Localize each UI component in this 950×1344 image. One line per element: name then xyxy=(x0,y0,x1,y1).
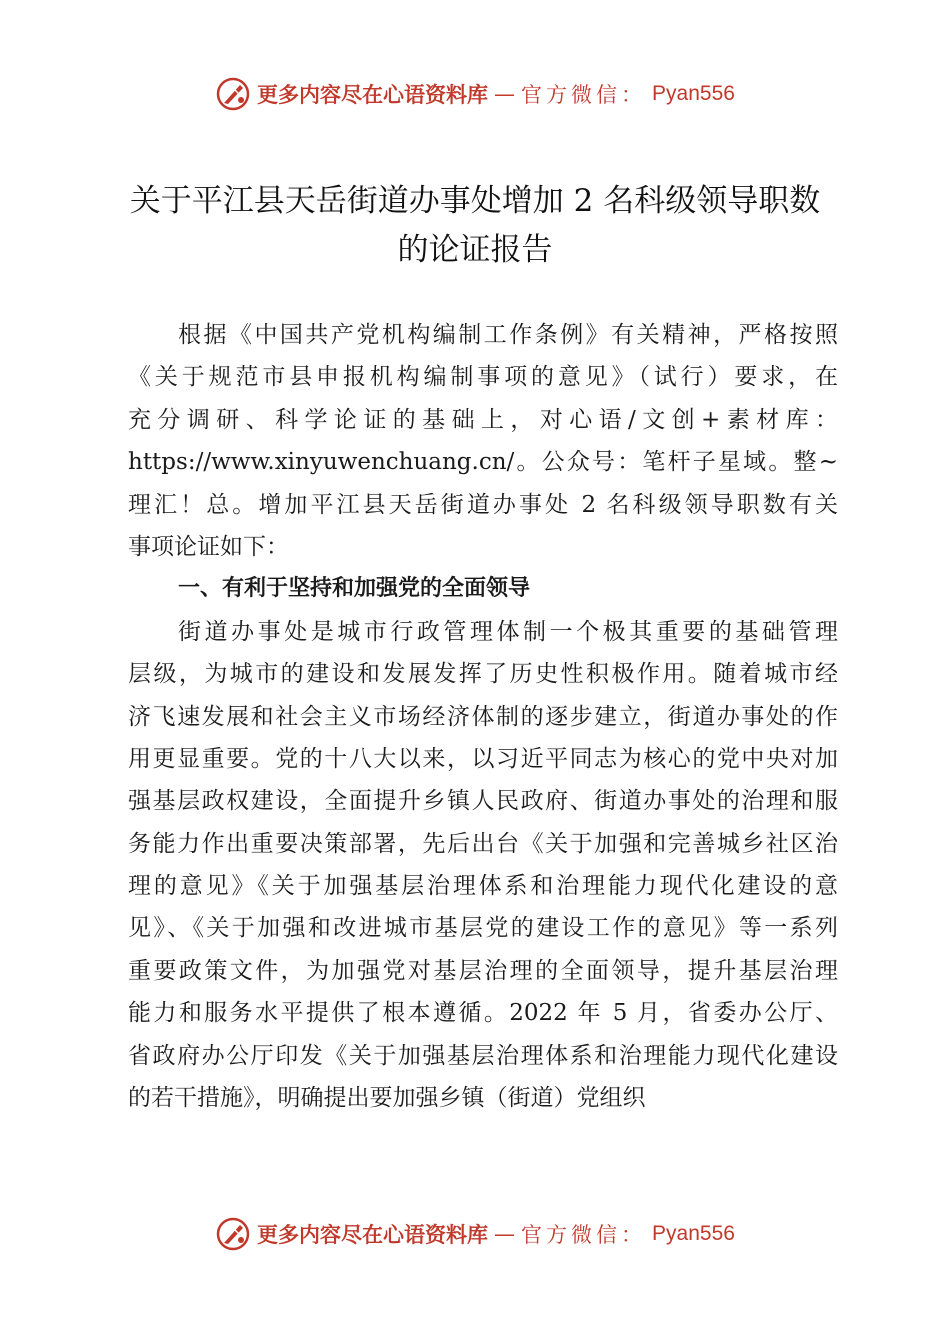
footer-watermark xyxy=(0,1212,950,1256)
paragraph-line: 理的意见》《关于加强基层治理体系和治理能力现代化建设的意 xyxy=(128,873,838,900)
paragraph-line: 省政府办公厅印发《关于加强基层治理体系和治理能力现代化建设 xyxy=(128,1042,838,1069)
watermark-main-text: 更多内容尽在心语资料库 xyxy=(257,82,489,107)
paragraph-line: 务能力作出重要决策部署，先后出台《关于加强和完善城乡社区治 xyxy=(128,830,838,857)
section-heading: 一、有利于坚持和加强党的全面领导 xyxy=(178,576,531,602)
document-title xyxy=(80,177,870,275)
title-line: 关于平江县天岳街道办事处增加 2 名科级领导职数 xyxy=(129,183,821,219)
watermark-separator: — xyxy=(494,1222,516,1246)
watermark-label: 官方微信： xyxy=(521,1223,647,1247)
paragraph-line: 能力和服务水平提供了根本遵循。2022 年 5 月，省委办公厅、 xyxy=(128,1000,838,1027)
paragraph-line: https://www.xinyuwenchuang.cn/。公众号：笔杆子星域。整~ xyxy=(128,449,838,476)
title-line: 的论证报告 xyxy=(397,232,553,268)
paragraph-line: 济飞速发展和社会主义市场经济体制的逐步建立，街道办事处的作 xyxy=(128,703,838,730)
watermark-wechat-id: Pyan556 xyxy=(652,82,735,105)
header-watermark xyxy=(0,72,950,116)
document-body xyxy=(128,314,838,1119)
quill-logo-icon xyxy=(215,76,251,112)
watermark-label: 官方微信： xyxy=(521,83,647,107)
paragraph-line: 事项论证如下： xyxy=(128,533,289,560)
paragraph-line: 见》、《关于加强和改进城市基层党的建设工作的意见》等一系列 xyxy=(128,915,838,942)
paragraph-line: 充分调研、科学论证的基础上，对心语/文创+素材库： xyxy=(128,406,838,433)
quill-logo-icon xyxy=(215,1216,251,1252)
paragraph-line: 理汇！总。增加平江县天岳街道办事处 2 名科级领导职数有关 xyxy=(128,491,838,518)
watermark-main-text: 更多内容尽在心语资料库 xyxy=(257,1222,489,1247)
paragraph-line: 根据《中国共产党机构编制工作条例》有关精神，严格按照 xyxy=(178,322,838,348)
paragraph-line: 重要政策文件，为加强党对基层治理的全面领导，提升基层治理 xyxy=(128,957,838,984)
paragraph-line: 强基层政权建设，全面提升乡镇人民政府、街道办事处的治理和服 xyxy=(128,788,838,815)
paragraph-line: 层级，为城市的建设和发展发挥了历史性积极作用。随着城市经 xyxy=(128,661,838,688)
paragraph-line: 的若干措施》，明确提出要加强乡镇（街道）党组织 xyxy=(128,1085,646,1112)
watermark-separator: — xyxy=(494,82,516,106)
paragraph-line: 街道办事处是城市行政管理体制一个极其重要的基础管理 xyxy=(178,618,838,645)
paragraph-line: 《关于规范市县申报机构编制事项的意见》（试行）要求，在 xyxy=(128,364,838,391)
paragraph-line: 用更显重要。党的十八大以来，以习近平同志为核心的党中央对加 xyxy=(128,745,838,772)
watermark-wechat-id: Pyan556 xyxy=(652,1222,735,1245)
